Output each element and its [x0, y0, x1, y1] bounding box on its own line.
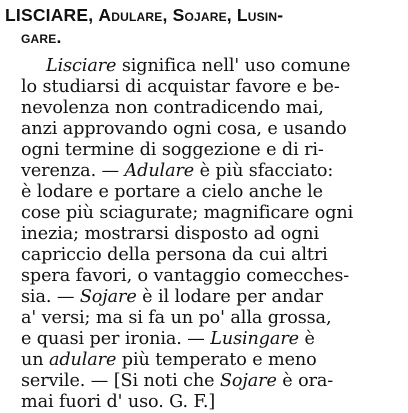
body-line-6: verenza. — Adulare è più sfacciato: — [21, 161, 334, 181]
body-line-13: a' versi; ma si fa un po' alla grossa, — [21, 308, 332, 328]
body-line-5: ogni termine di soggezione e di ri- — [21, 140, 324, 160]
body-line-17: mai fuori d' uso. G. F.] — [21, 392, 216, 412]
body-line-10: capriccio della persona da cui altri — [21, 245, 328, 265]
body-line-4: anzi approvando ogni cosa, e usando — [21, 119, 347, 139]
body-line-16: servile. — [Si noti che Sojare è ora- — [21, 371, 334, 391]
body-line-1: Lisciare significa nell' uso comune — [46, 56, 351, 76]
body-line-11: spera favori, o vantaggio comecches- — [21, 266, 350, 286]
body-line-15: un adulare più temperato e meno — [21, 350, 317, 370]
body-line-2: lo studiarsi di acquistar favore e be- — [21, 77, 340, 97]
entry-heading-line-2: gare. — [21, 27, 62, 47]
body-line-9: inezia; mostrarsi disposto ad ogni — [21, 224, 320, 244]
entry-heading-line-1: LISCIARE, Adulare, Sojare, Lusin- — [5, 5, 284, 25]
body-line-14: e quasi per ironia. — Lusingare è — [21, 329, 315, 349]
body-line-8: cose più sciagurate; magnificare ogni — [21, 203, 354, 223]
body-line-3: nevolenza non contradicendo mai, — [21, 98, 324, 118]
body-line-7: è lodare e portare a cielo anche le — [21, 182, 323, 202]
body-line-12: sia. — Sojare è il lodare per andar — [21, 287, 323, 307]
